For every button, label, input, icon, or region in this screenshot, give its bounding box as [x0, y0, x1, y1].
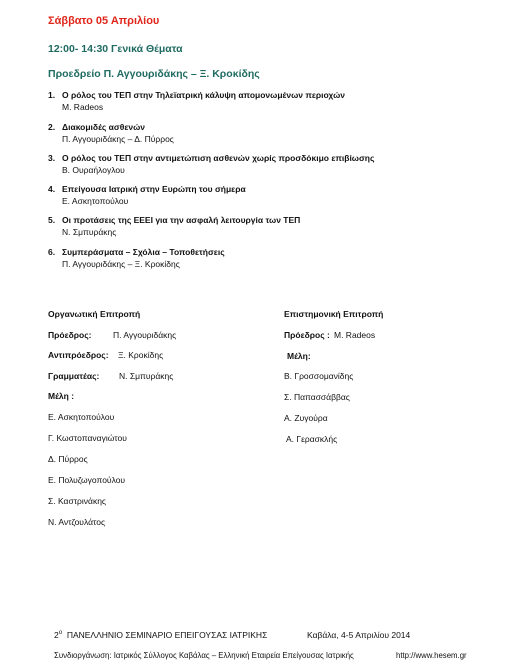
- program-item-number: 3.: [48, 153, 56, 163]
- date-title: Σάββατο 05 Απριλίου: [48, 15, 160, 27]
- session-title: 12:00- 14:30 Γενικά Θέματα: [48, 43, 183, 55]
- footer-seminar-number: 2: [54, 630, 59, 640]
- program-item-title: Συμπεράσματα – Σχόλια – Τοποθετήσεις: [62, 247, 225, 257]
- program-item-number: 4.: [48, 184, 56, 194]
- footer-seminar-line: [54, 630, 267, 640]
- footer-seminar-name: ΠΑΝΕΛΛΗΝΙΟ ΣΕΜΙΝΑΡΙΟ ΕΠΕΙΓΟΥΣΑΣ ΙΑΤΡΙΚΗΣ: [66, 630, 268, 640]
- footer-seminar-ordinal: ο: [58, 630, 63, 637]
- scientific-members-label: Μέλη:: [287, 351, 311, 361]
- program-item-title: Διακομιδές ασθενών: [62, 122, 145, 132]
- scientific-member: Β. Γροσσομανίδης: [284, 371, 354, 381]
- session-chairs: Προεδρείο Π. Αγγουριδάκης – Ξ. Κροκίδης: [48, 68, 260, 80]
- organizing-vice-label: Αντιπρόεδρος:: [48, 350, 109, 360]
- program-item-number: 5.: [48, 215, 56, 225]
- program-item-title: Ο ρόλος του ΤΕΠ στην αντιμετώπιση ασθενών χωρίς προσδόκιμο επιβίωσης: [62, 153, 375, 163]
- program-item-speaker: Ν. Σμπυράκης: [62, 227, 117, 237]
- scientific-president-label: Πρόεδρος :: [284, 330, 330, 340]
- program-item-speaker: Ε. Ασκητοπούλου: [62, 196, 129, 206]
- program-item-speaker: Β. Ουραήλογλου: [62, 165, 125, 175]
- footer-co-organization: Συνδιοργάνωση: Ιατρικός Σύλλογος Καβάλας – Ελληνική Εταιρεία Επείγουσας Ιατρικής: [54, 651, 354, 660]
- organizing-president-name: Π. Αγγουριδάκης: [113, 330, 177, 340]
- program-item-number: 6.: [48, 247, 56, 257]
- program-item-number: 2.: [48, 122, 56, 132]
- organizing-secretary-label: Γραμματέας:: [48, 371, 100, 381]
- organizing-member: Γ. Κωστοπαναγιώτου: [48, 433, 127, 443]
- organizing-committee-heading: Οργανωτική Επιτροπή: [48, 309, 141, 319]
- scientific-member: Α. Γερασκλής: [286, 434, 338, 444]
- program-item-number: 1.: [48, 90, 56, 100]
- program-item-title: Επείγουσα Ιατρική στην Ευρώπη του σήμερα: [62, 184, 246, 194]
- organizing-vice-name: Ξ. Κροκίδης: [118, 350, 164, 360]
- organizing-member: Δ. Πύρρος: [48, 454, 88, 464]
- organizing-secretary-name: Ν. Σμπυράκης: [119, 371, 174, 381]
- program-item-title: Οι προτάσεις της ΕΕΕΙ για την ασφαλή λειτουργία των ΤΕΠ: [62, 215, 301, 225]
- scientific-president-name: M. Radeos: [334, 330, 376, 340]
- program-item-speaker: M. Radeos: [62, 102, 104, 112]
- organizing-president-label: Πρόεδρος:: [48, 330, 92, 340]
- organizing-member: Σ. Καστρινάκης: [48, 496, 107, 506]
- organizing-member: Ε. Πολυζωγοπούλου: [48, 475, 126, 485]
- program-item-title: Ο ρόλος του ΤΕΠ στην Τηλεϊατρική κάλυψη απομονωμένων περιοχών: [62, 90, 346, 100]
- organizing-member: Ε. Ασκητοπούλου: [48, 412, 115, 422]
- scientific-committee-heading: Επιστημονική Επιτροπή: [284, 309, 384, 319]
- organizing-members-label: Μέλη :: [48, 391, 75, 401]
- program-item-speaker: Π. Αγγουριδάκης – Δ. Πύρρος: [62, 134, 174, 144]
- scientific-member: Α. Ζυγούρα: [284, 413, 328, 423]
- program-item-speaker: Π. Αγγουριδάκης – Ξ. Κροκίδης: [62, 259, 180, 269]
- organizing-member: Ν. Αντζουλάτος: [48, 517, 106, 527]
- footer-url-link[interactable]: http://www.hesem.gr: [396, 651, 467, 660]
- scientific-member: Σ. Παπασσάββας: [284, 392, 350, 402]
- footer-place-date: Καβάλα, 4-5 Απριλίου 2014: [307, 630, 411, 640]
